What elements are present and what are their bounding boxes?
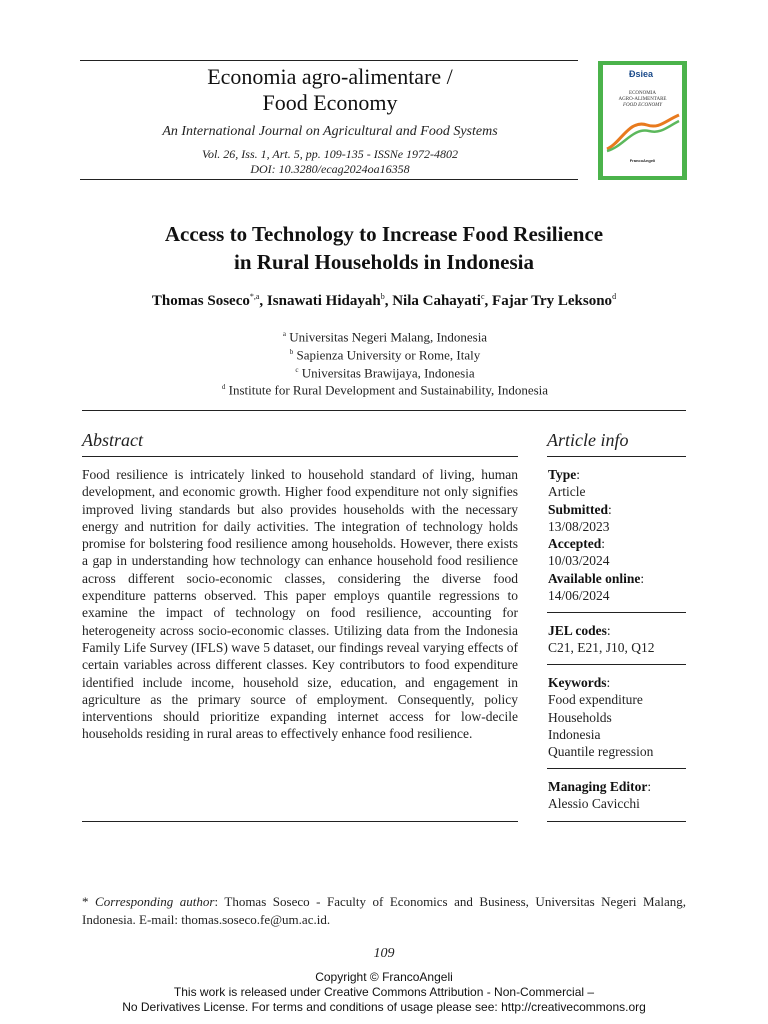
abstract-heading-rule: [82, 456, 518, 457]
volume-line: Vol. 26, Iss. 1, Art. 5, pp. 109-135 - ISSNe 1972-4802: [201, 147, 459, 161]
header-top-rule: [80, 60, 578, 61]
license-notice: Copyright © FrancoAngeli This work is released under Creative Commons Attribution - Non-Commercial – No Derivatives License. For terms and conditions of usage please see: http://creativecommons.org: [0, 970, 768, 1015]
author-name: Nila Cahayati: [392, 293, 481, 309]
cover-publisher: FrancoAngeli: [629, 158, 656, 163]
keyword: Households: [548, 709, 612, 725]
corresponding-author-footnote: * Corresponding author: Thomas Soseco - Faculty of Economics and Business, Universitas Negeri Malang, Indonesia. E-mail: thomas.soseco.fe@um.ac.id.: [82, 894, 687, 927]
type-label: Type: [548, 467, 577, 482]
author-name: Fajar Try Leksono: [492, 293, 613, 309]
submitted-label: Submitted: [548, 501, 609, 517]
editor-label: Managing Editor: [548, 779, 648, 794]
affiliation: $^d$ Institute for Rural Development and Sustainability, Indonesia: [221, 382, 549, 398]
jel-label: JEL codes: [548, 623, 607, 638]
online-value: 14/06/2024: [548, 588, 610, 604]
keyword: Food expenditure: [548, 692, 643, 708]
journal-title: Economia agro-alimentare / Food Economy: [207, 64, 453, 115]
jel-value: C21, E21, J10, Q12: [548, 640, 655, 656]
affiliation: $^c$ Universitas Brawijaya, Indonesia: [295, 364, 475, 380]
copyright-line: Copyright © FrancoAngeli: [315, 970, 453, 984]
managing-editor-block: Managing Editor: Alessio Cavicchi: [548, 778, 688, 813]
abstract-text: Food resilience is intricately linked to household standard of living, human development, and economic growth. Higher food expenditure not only signifies improved living standards but also provides households with the necessary energy and nutrition for daily activities. The integration of technology holds promise for bolstering food resilience among households. However, there exists a gap in understanding how technology can enhance household food resilience across different socio-economic classes, considering the diverse food expenditure patterns observed. This paper employs quantile regressions to examine the impact of technology on food resilience, accounting for heterogeneity across socio-economic classes. Utilizing data from the Indonesia Family Life Survey (IFLS) wave 5 dataset, our findings reveal varying effects of certain variables across different classes. Key contributors to food expenditure identified include income, household size, education, and engagement in agriculture as the primary source of employment. Consequently, policy interventions should prioritize expanding internet access for low-decile households residing in rural areas to effectively enhance food resilience.: [82, 467, 518, 742]
online-label: Available online: [548, 570, 641, 586]
keyword: Indonesia: [548, 726, 601, 742]
article-info-heading-rule: [547, 456, 686, 457]
author-name: Thomas Soseco: [151, 293, 250, 309]
affiliation: $^b$ Sapienza University or Rome, Italy: [289, 347, 481, 363]
header-bottom-rule: [80, 179, 578, 180]
affiliation: $^a$ Universitas Negeri Malang, Indonesia: [282, 329, 488, 345]
cover-title: ECONOMIA AGRO-ALIMENTARE FOOD ECONOMY: [618, 91, 667, 108]
page-number: 109: [373, 946, 395, 961]
keyword: Quantile regression: [548, 744, 654, 760]
accepted-value: 10/03/2024: [548, 553, 610, 569]
journal-subtitle: An International Journal on Agricultural and Food Systems: [162, 124, 498, 139]
jel-codes-block: JEL codes: C21, E21, J10, Q12: [548, 622, 688, 657]
info-divider: [547, 664, 686, 665]
article-dates-block: Type: Article Submitted: 13/08/2023 Accepted: 10/03/2024 Available online: 14/06/2024: [548, 466, 688, 604]
editor-value: Alessio Cavicchi: [548, 796, 640, 812]
cover-logo: Ðsiea: [629, 69, 654, 79]
abstract-bottom-rule: [82, 821, 518, 822]
section-divider: [82, 410, 686, 411]
keywords-block: Keywords: Food expenditure Households Indonesia Quantile regression: [548, 674, 688, 760]
submitted-value: 13/08/2023: [548, 518, 610, 534]
author-list: Thomas Soseco$^{*,a}$, Isnawati Hidayah$^b$, Nila Cahayati$^c$, Fajar Try Leksono$^d$: [151, 292, 617, 309]
info-divider: [547, 768, 686, 769]
info-bottom-rule: [547, 821, 686, 822]
type-value: Article: [548, 484, 586, 500]
journal-issue-info: [80, 147, 580, 177]
keywords-label: Keywords: [548, 675, 607, 690]
doi-line: DOI: 10.3280/ecag2024oa16358: [250, 162, 410, 176]
abstract-heading: Abstract: [82, 430, 143, 450]
accepted-label: Accepted: [548, 536, 602, 552]
author-name: Isnawati Hidayah: [266, 293, 381, 309]
info-divider: [547, 612, 686, 613]
journal-cover-image: [598, 61, 687, 180]
cover-wave-graphic: [603, 113, 682, 153]
article-info-heading: Article info: [547, 430, 629, 450]
article-title: Access to Technology to Increase Food Resilience in Rural Households in Indonesia: [164, 222, 604, 274]
affiliation-list: [180, 327, 590, 398]
